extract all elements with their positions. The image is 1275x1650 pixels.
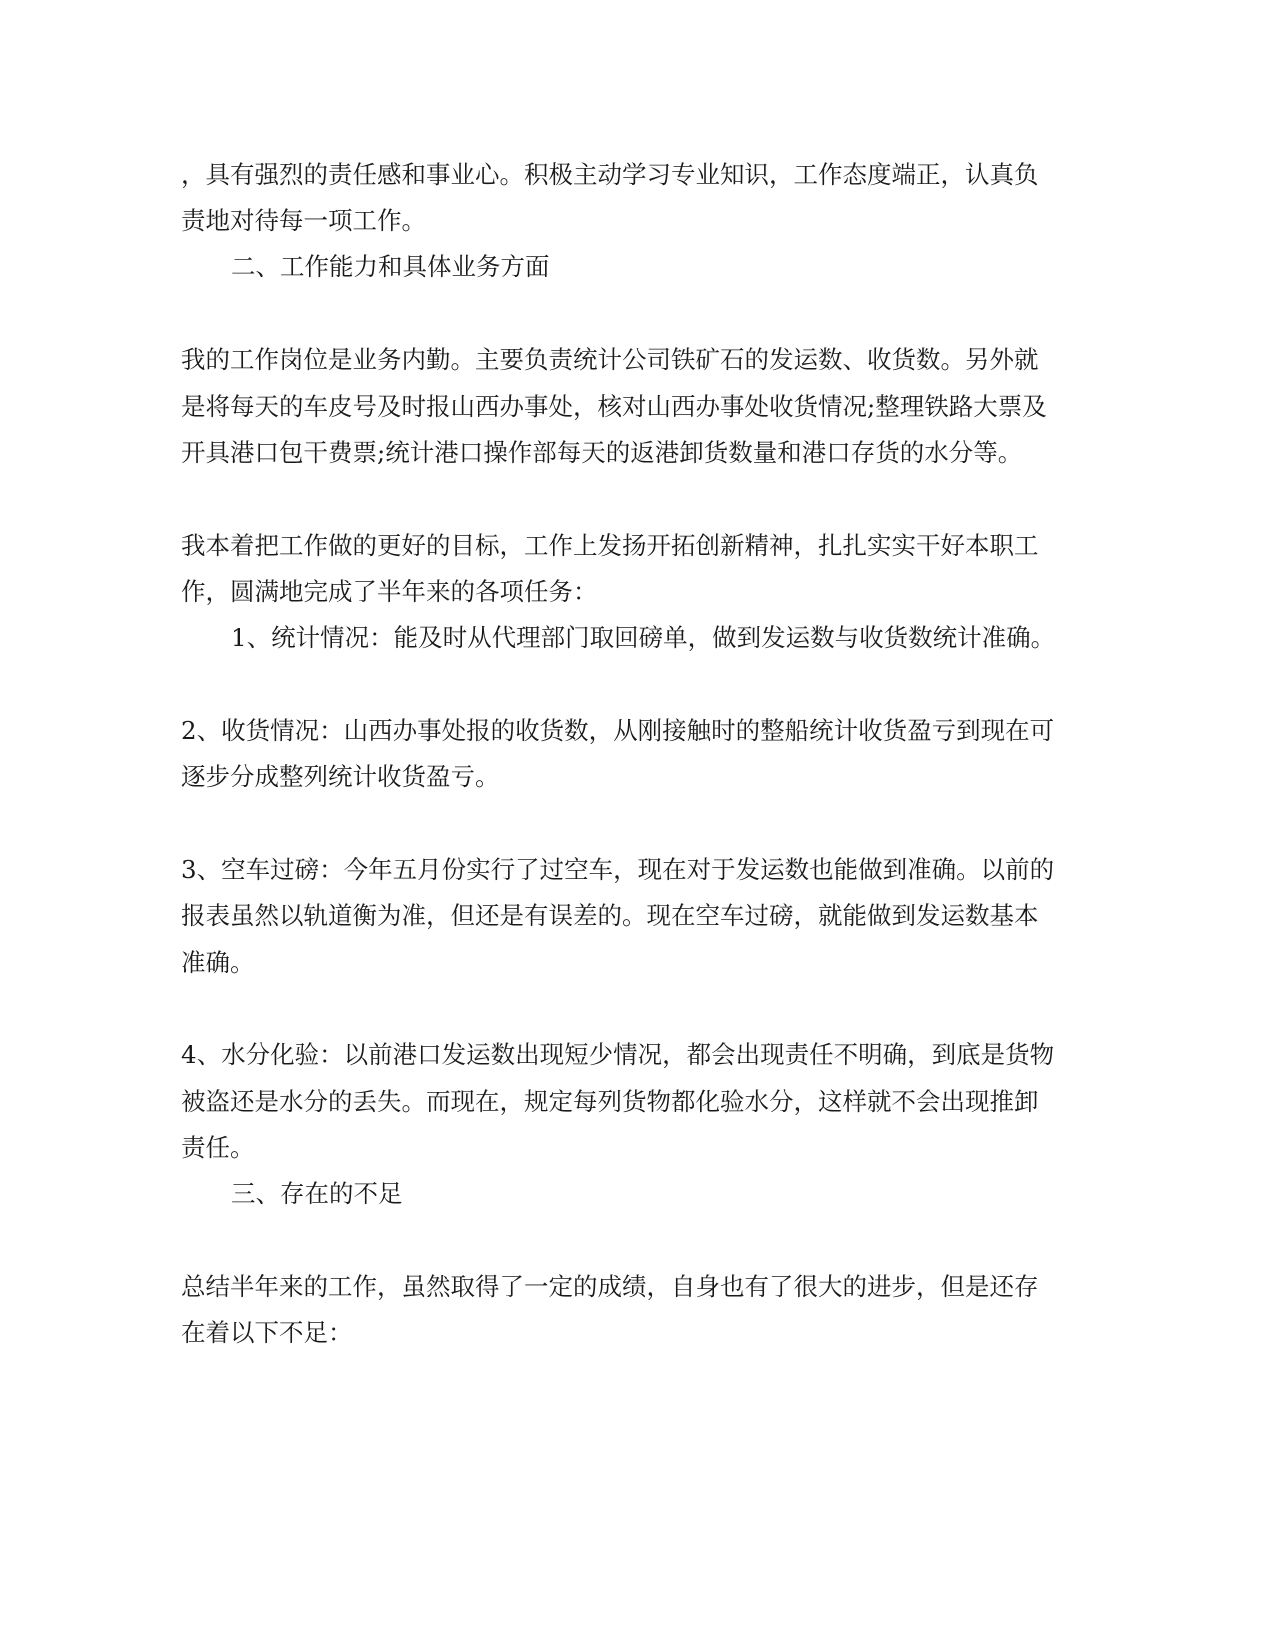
text-line: 总结半年来的工作，虽然取得了一定的成绩，自身也有了很大的进步，但是还存 [181,1272,1039,1301]
heading-text: 二、工作能力和具体业务方面 [231,252,550,281]
text-line: 报表虽然以轨道衡为准，但还是有误差的。现在空车过磅，就能做到发运数基本 [181,901,1039,930]
text-line: ，具有强烈的责任感和事业心。积极主动学习专业知识，工作态度端正，认真负 [181,160,1039,189]
text-line: 3、空车过磅：今年五月份实行了过空车，现在对于发运数也能做到准确。以前的 [181,855,1055,884]
text-line: 逐步分成整列统计收货盈亏。 [181,762,500,791]
text-line: 我本着把工作做的更好的目标，工作上发扬开拓创新精神，扎扎实实干好本职工 [181,531,1039,560]
text-line: 准确。 [181,948,255,977]
text-line: 是将每天的车皮号及时报山西办事处，核对山西办事处收货情况;整理铁路大票及 [181,392,1047,421]
text-line: 1、统计情况：能及时从代理部门取回磅单，做到发运数与收货数统计准确。 [231,623,1056,652]
text-line: 被盗还是水分的丢失。而现在，规定每列货物都化验水分，这样就不会出现推卸 [181,1087,1039,1116]
heading-text: 三、存在的不足 [231,1179,403,1208]
text-line: 开具港口包干费票;统计港口操作部每天的返港卸货数量和港口存货的水分等。 [181,438,1023,467]
text-line: 作，圆满地完成了半年来的各项任务： [181,577,598,606]
text-line: 在着以下不足： [181,1318,353,1347]
text-line: 责地对待每一项工作。 [181,206,426,235]
text-line: 4、水分化验：以前港口发运数出现短少情况，都会出现责任不明确，到底是货物 [181,1040,1055,1069]
text-line: 责任。 [181,1133,255,1162]
text-line: 2、收货情况：山西办事处报的收货数，从刚接触时的整船统计收货盈亏到现在可 [181,716,1055,745]
text-line: 我的工作岗位是业务内勤。主要负责统计公司铁矿石的发运数、收货数。另外就 [181,345,1039,374]
